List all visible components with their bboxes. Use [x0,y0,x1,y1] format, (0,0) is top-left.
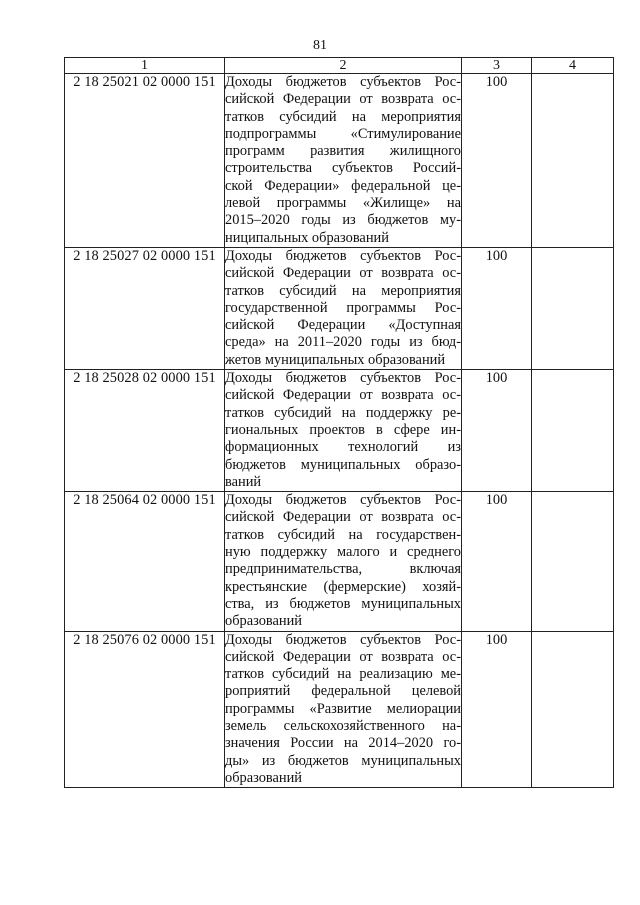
header-col-3: 3 [462,58,532,74]
description-cell [225,74,462,248]
description-line: среда» на 2011–2020 годы из бюд- [225,334,461,351]
description-line: подпрограммы «Стимулирование [225,125,461,142]
description-line: ской Федерации» федеральной це- [225,177,461,194]
budget-code-cell: 2 18 25064 02 0000 151 [65,492,225,631]
description-line: предпринимательства, включая [225,561,461,578]
budget-code-cell: 2 18 25027 02 0000 151 [65,247,225,369]
description-line: татков субсидий на мероприятия [225,282,461,299]
description-line: сийской Федерации от возврата ос- [225,91,461,108]
table-row [65,74,614,248]
table-row [65,370,614,492]
header-row [65,58,614,74]
description-line: сийской Федерации от возврата ос- [225,265,461,282]
description-line: государственной программы Рос- [225,299,461,316]
description-line: земель сельскохозяйственного на- [225,717,461,734]
description-line: образований [225,769,302,786]
description-line: ную поддержку малого и среднего [225,544,461,561]
value-cell: 100 [462,631,532,788]
revenue-table [64,57,614,788]
description-line: Доходы бюджетов субъектов Рос- [225,247,461,264]
value-cell: 100 [462,74,532,248]
empty-cell [532,74,614,248]
description-line: сийской Федерации от возврата ос- [225,648,461,665]
description-line: Доходы бюджетов субъектов Рос- [225,370,461,387]
description-line: бюджетов муниципальных образо- [225,456,461,473]
budget-code-cell: 2 18 25076 02 0000 151 [65,631,225,788]
description-line: формационных технологий из [225,439,461,456]
description-cell [225,492,462,631]
description-cell [225,370,462,492]
description-line: татков субсидий на поддержку ре- [225,404,461,421]
description-line: сийской Федерации «Доступная [225,317,461,334]
budget-code-cell: 2 18 25028 02 0000 151 [65,370,225,492]
description-line: татков субсидий на государствен- [225,526,461,543]
description-cell [225,631,462,788]
empty-cell [532,631,614,788]
description-line: программы «Развитие мелиорации [225,700,461,717]
description-line: Доходы бюджетов субъектов Рос- [225,492,461,509]
description-line: татков субсидий на реализацию ме- [225,666,461,683]
description-line: левой программы «Жилище» на [225,195,461,212]
empty-cell [532,492,614,631]
table-header [65,58,614,74]
page-number: 81 [313,38,327,53]
description-line: строительства субъектов Россий- [225,160,461,177]
description-line: сийской Федерации от возврата ос- [225,509,461,526]
description-line: татков субсидий на мероприятия [225,108,461,125]
description-line: гиональных проектов в сфере ин- [225,421,461,438]
table-row [65,631,614,788]
description-line: ваний [225,473,262,490]
description-line: значения России на 2014–2020 го- [225,735,461,752]
description-cell [225,247,462,369]
description-line: 2015–2020 годы из бюджетов му- [225,212,461,229]
budget-code-cell: 2 18 25021 02 0000 151 [65,74,225,248]
value-cell: 100 [462,247,532,369]
table-row [65,492,614,631]
description-line: ды» из бюджетов муниципальных [225,752,461,769]
description-line: роприятий федеральной целевой [225,683,461,700]
empty-cell [532,247,614,369]
description-line: ниципальных образований [225,229,389,246]
table-body [65,74,614,788]
description-line: крестьянские (фермерские) хозяй- [225,578,461,595]
header-col-4: 4 [532,58,614,74]
description-line: жетов муниципальных образований [225,351,446,368]
value-cell: 100 [462,370,532,492]
empty-cell [532,370,614,492]
description-line: сийской Федерации от возврата ос- [225,387,461,404]
description-line: Доходы бюджетов субъектов Рос- [225,74,461,90]
table-row [65,247,614,369]
value-cell: 100 [462,492,532,631]
description-line: программ развития жилищного [225,143,461,160]
header-col-2: 2 [225,58,462,74]
header-col-1: 1 [65,58,225,74]
description-line: Доходы бюджетов субъектов Рос- [225,631,461,648]
description-line: ства, из бюджетов муниципальных [225,595,461,612]
description-line: образований [225,613,302,630]
